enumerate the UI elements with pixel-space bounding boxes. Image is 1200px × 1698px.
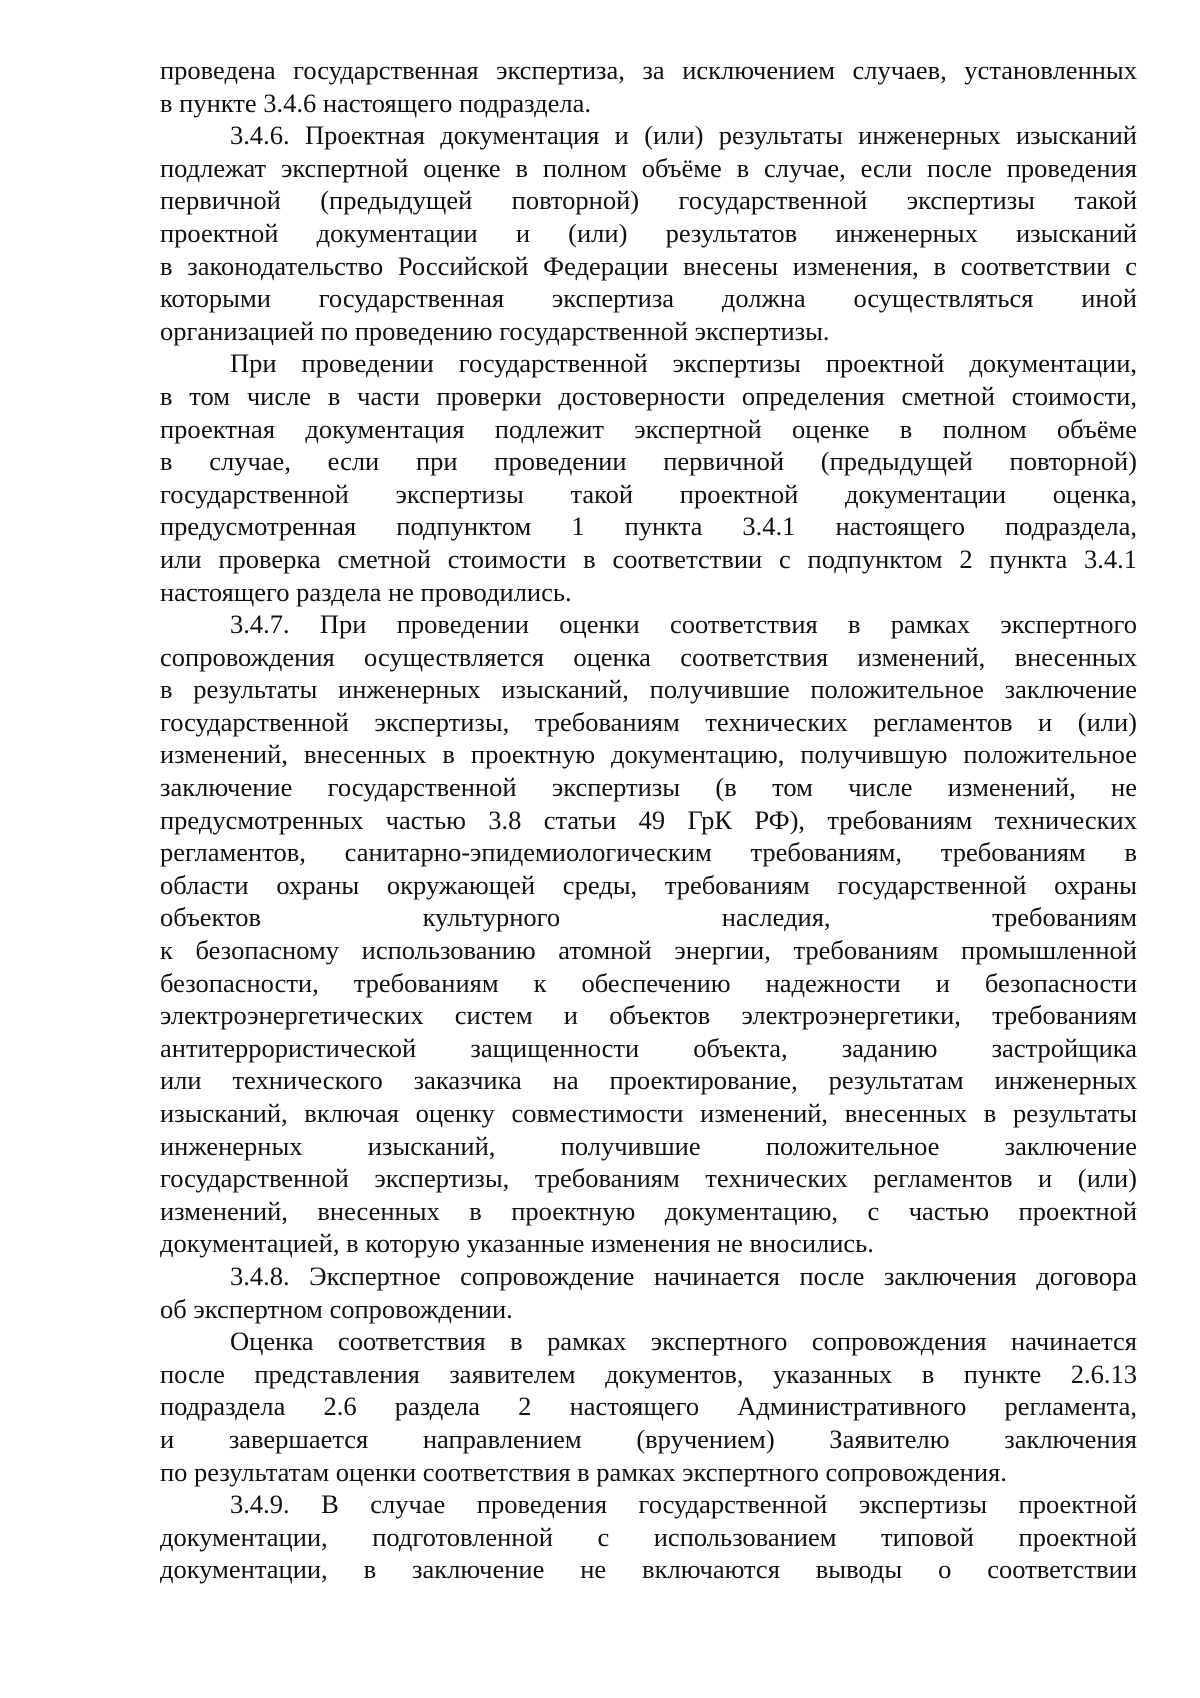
text-line: 3.4.8. Экспертное сопровождение начинается после заключения договора xyxy=(230,1260,1137,1291)
text-line: проектная документация подлежит экспертной оценке в полном объёме xyxy=(160,413,1137,444)
text-line: подлежат экспертной оценке в полном объёме в случае, если после проведения xyxy=(160,152,1137,183)
text-line: предусмотренных частью 3.8 статьи 49 ГрК РФ), требованиям технических xyxy=(160,804,1137,835)
text-line: первичной (предыдущей повторной) государственной экспертизы такой xyxy=(160,185,1137,216)
text-line: или технического заказчика на проектирование, результатам инженерных xyxy=(160,1065,1137,1096)
text-line: Оценка соответствия в рамках экспертного сопровождения начинается xyxy=(230,1326,1137,1357)
text-line: по результатам оценки соответствия в рамках экспертного сопровождения. xyxy=(160,1456,1007,1487)
text-line: подраздела 2.6 раздела 2 настоящего Административного регламента, xyxy=(160,1391,1137,1422)
text-line: При проведении государственной экспертизы проектной документации, xyxy=(230,348,1137,379)
text-line: изысканий, включая оценку совместимости изменений, внесенных в результаты xyxy=(160,1098,1137,1128)
text-line: 3.4.9. В случае проведения государственной экспертизы проектной xyxy=(230,1489,1137,1520)
text-line: документации, в заключение не включаются выводы о соответствии xyxy=(160,1554,1137,1585)
text-line: и завершается направлением (вручением) Заявителю заключения xyxy=(160,1423,1137,1454)
text-line: проектной документации и (или) результатов инженерных изысканий xyxy=(160,217,1137,248)
text-line: об экспертном сопровождении. xyxy=(160,1293,513,1324)
text-line: 3.4.6. Проектная документация и (или) результаты инженерных изысканий xyxy=(230,120,1137,151)
text-line: области охраны окружающей среды, требованиям государственной охраны xyxy=(160,869,1137,900)
text-line: регламентов, санитарно-эпидемиологическим требованиям, требованиям в xyxy=(160,837,1137,868)
text-line: в том числе в части проверки достоверности определения сметной стоимости, xyxy=(160,380,1137,411)
text-line: инженерных изысканий, получившие положительное заключение xyxy=(160,1130,1137,1161)
text-line: документации, подготовленной с использованием типовой проектной xyxy=(160,1521,1137,1552)
text-line: организацией по проведению государственной экспертизы. xyxy=(160,315,830,346)
text-line: в случае, если при проведении первичной (предыдущей повторной) xyxy=(160,446,1137,477)
text-line: или проверка сметной стоимости в соответствии с подпунктом 2 пункта 3.4.1 xyxy=(160,543,1137,574)
text-line: изменений, внесенных в проектную документацию, с частью проектной xyxy=(160,1195,1137,1226)
text-line: в пункте 3.4.6 настоящего подраздела. xyxy=(160,87,592,118)
text-line: настоящего раздела не проводились. xyxy=(160,576,572,607)
text-line: антитеррористической защищенности объекта, заданию застройщика xyxy=(160,1032,1137,1063)
text-line: безопасности, требованиям к обеспечению надежности и безопасности xyxy=(160,967,1137,998)
text-line: 3.4.7. При проведении оценки соответствия в рамках экспертного xyxy=(230,609,1137,640)
text-line: в законодательство Российской Федерации внесены изменения, в соответствии с xyxy=(160,250,1137,281)
text-line: заключение государственной экспертизы (в том числе изменений, не xyxy=(160,772,1137,803)
text-line: к безопасному использованию атомной энергии, требованиям промышленной xyxy=(160,935,1137,966)
text-line: в результаты инженерных изысканий, получившие положительное заключение xyxy=(160,674,1137,705)
text-line: государственной экспертизы, требованиям технических регламентов и (или) xyxy=(160,706,1137,737)
text-line: документацией, в которую указанные изменения не вносились. xyxy=(160,1228,874,1259)
text-line: объектов культурного наследия, требованиям xyxy=(160,902,1137,933)
text-line: проведена государственная экспертиза, за исключением случаев, установленных xyxy=(160,55,1137,85)
document-page xyxy=(160,54,1137,1586)
text-line: предусмотренная подпунктом 1 пункта 3.4.1 настоящего подраздела, xyxy=(160,511,1137,542)
text-line: государственной экспертизы такой проектной документации оценка, xyxy=(160,478,1137,509)
text-line: электроэнергетических систем и объектов электроэнергетики, требованиям xyxy=(160,1000,1137,1031)
text-line: которыми государственная экспертиза должна осуществляться иной xyxy=(160,283,1137,314)
text-line: государственной экспертизы, требованиям технических регламентов и (или) xyxy=(160,1163,1137,1194)
text-line: изменений, внесенных в проектную документацию, получившую положительное xyxy=(160,739,1137,770)
text-line: после представления заявителем документов, указанных в пункте 2.6.13 xyxy=(160,1358,1137,1389)
text-line: сопровождения осуществляется оценка соответствия изменений, внесенных xyxy=(160,641,1137,672)
